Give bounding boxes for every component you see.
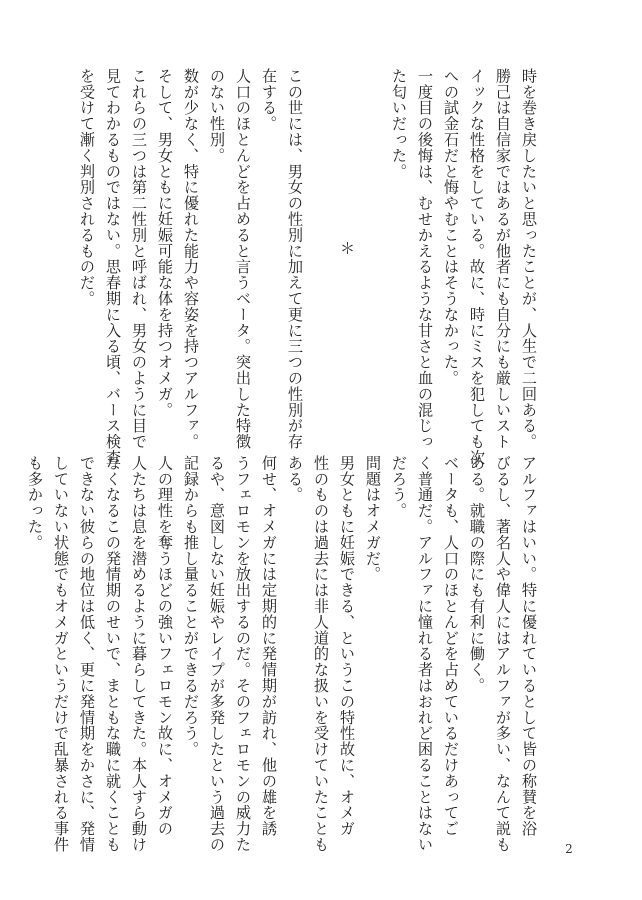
- text-line: そして、男女ともに妊娠可能な体を持つオメガ。: [156, 68, 174, 418]
- text-line: なくなるこの発情期のせいで、まともな職に就くことも: [104, 455, 122, 853]
- text-line: 何せ、オメガには定期的に発情期が訪れ、他の雄を誘: [260, 455, 278, 837]
- text-line: ある。: [286, 455, 304, 503]
- page-number: 2: [565, 842, 573, 856]
- text-line: も多かった。: [26, 455, 44, 551]
- section-separator: ＊: [338, 240, 356, 256]
- text-line: アルファはいい。特に優れているとして皆の称賛を浴: [520, 455, 538, 837]
- text-line: 人の理性を奪うほどの強いフェロモン故に、オメガの: [156, 455, 174, 837]
- text-line: 勝己は自信家ではあるが他者にも自分にも厳しいスト: [494, 68, 512, 450]
- text-line: への試金石だと悔やむことはそうなかった。: [442, 68, 460, 386]
- text-line: 性のものは過去には非人道的な扱いを受けていたことも: [312, 455, 330, 853]
- text-line: 時を巻き戻したいと思ったことが、人生で二回ある。: [520, 68, 538, 450]
- upper-text-block: [74, 68, 542, 466]
- lower-text-block: [22, 455, 542, 853]
- text-line: 一度目の後悔は、むせかえるような甘さと血の混じっ: [416, 68, 434, 450]
- text-line: 人たちは息を潜めるように暮らしてきた。本人すら動け: [130, 455, 148, 853]
- text-line: 人口のほとんどを占めると言うベータ。突出した特徴: [234, 68, 252, 450]
- text-line: うフェロモンを放出するのだ。そのフェロモンの威力た: [234, 455, 252, 853]
- text-line: を受けて漸く判別されるものだ。: [78, 68, 96, 307]
- blank-line: [308, 68, 334, 428]
- text-line: のない性別。: [208, 68, 226, 164]
- text-line: 男女ともに妊娠できる、というこの特性故に、オメガ: [338, 455, 356, 837]
- text-line: していない状態でもオメガというだけで乱暴される事件: [52, 455, 70, 853]
- text-line: るや、意図しない妊娠やレイプが多発したという過去の: [208, 455, 226, 853]
- text-line: これらの三つは第二性別と呼ばれ、男女のように目で: [130, 68, 148, 450]
- blank-line: [360, 68, 386, 428]
- text-line: この世には、男女の性別に加えて更に三つの性別が存: [286, 68, 304, 450]
- text-line: できない彼らの地位は低く、更に発情期をかさに、発情: [78, 455, 96, 853]
- text-line: だろう。: [390, 455, 408, 519]
- text-line: 在する。: [260, 68, 278, 132]
- text-line: 記録からも推し量ることができるだろう。: [182, 455, 200, 758]
- text-line: イックな性格をしている。故に、時にミスを犯しても次: [468, 68, 486, 466]
- text-line: 問題はオメガだ。: [364, 455, 382, 583]
- text-line: びるし、著名人や偉人にはアルファが多い、なんて説も: [494, 455, 512, 853]
- text-line: 見てわかるものではない。思春期に入る頃、バース検査: [104, 68, 122, 466]
- text-line: 数が少なく、特に優れた能力や容姿を持つアルファ。: [182, 68, 200, 450]
- text-line: ある。就職の際にも有利に働く。: [468, 455, 486, 694]
- text-line: ベータも、人口のほとんどを占めているだけあってご: [442, 455, 460, 837]
- text-line: た匂いだった。: [390, 68, 408, 180]
- text-line: く普通だ。アルファに憧れる者はおれど困ることはない: [416, 455, 434, 853]
